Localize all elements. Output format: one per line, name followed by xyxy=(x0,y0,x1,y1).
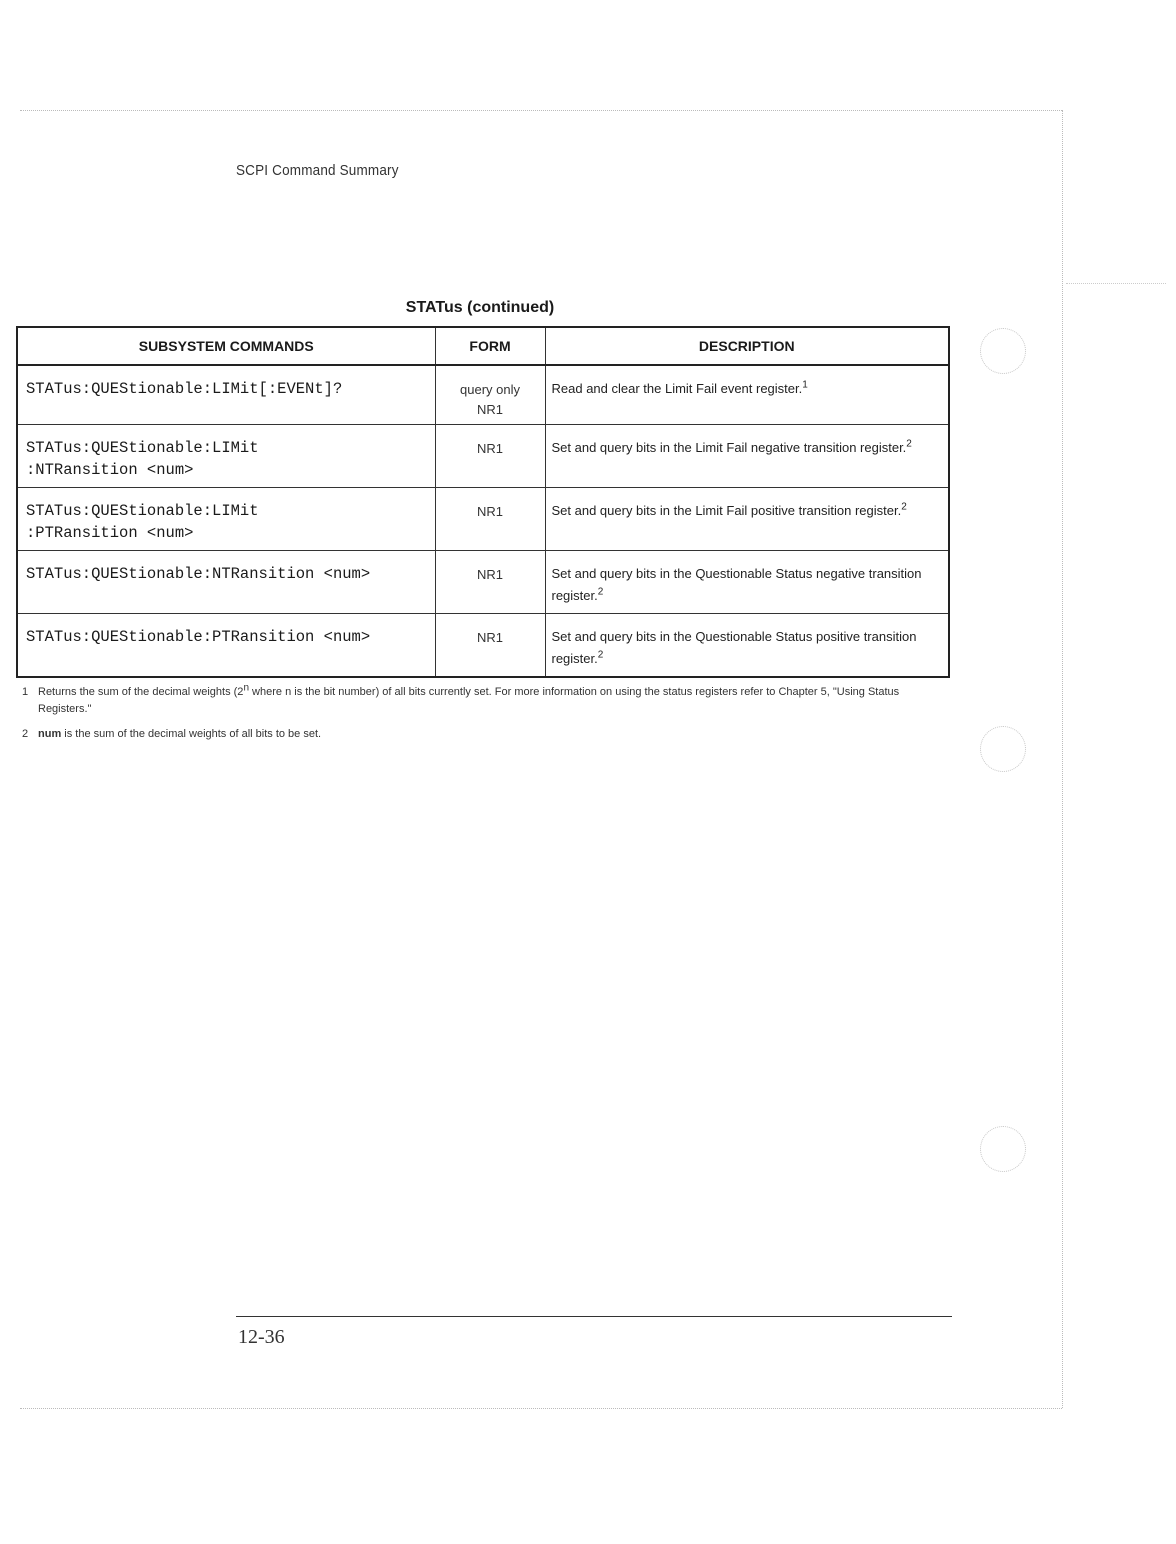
punch-hole xyxy=(980,726,1026,772)
command-cell xyxy=(17,488,435,551)
form-text: NR1 xyxy=(476,567,503,582)
footnote-text xyxy=(38,684,952,718)
footnote-number: 2 xyxy=(22,728,29,740)
footnote-number: 1 xyxy=(22,686,29,698)
footnote-text-part: where n is the bit number) of all bits currently set. For more information on using the status registers refer to Chapter 5, "Using Status Registers." xyxy=(38,686,900,715)
footer-rule xyxy=(236,1316,952,1317)
footnotes xyxy=(22,684,952,751)
description-cell xyxy=(545,365,949,425)
command-cell xyxy=(17,365,435,425)
table-row xyxy=(17,365,949,425)
table-title: STATus (continued) xyxy=(405,299,555,316)
command-cell xyxy=(17,614,435,678)
description-cell xyxy=(545,488,949,551)
description-text: Set and query bits in the Limit Fail positive transition register. xyxy=(551,503,902,518)
command-text: STATus:QUEStionable:LIMit xyxy=(26,439,259,457)
command-cell xyxy=(17,425,435,488)
column-header-form: FORM xyxy=(435,327,545,365)
description-cell xyxy=(545,614,949,678)
footnote-ref: 1 xyxy=(802,379,808,391)
description-text: Read and clear the Limit Fail event register. xyxy=(551,381,803,396)
footnote-keyword: num xyxy=(38,728,62,740)
form-cell xyxy=(435,551,545,614)
running-header: SCPI Command Summary xyxy=(236,162,399,179)
scan-border-top xyxy=(20,110,1062,111)
form-text: query only xyxy=(460,382,520,397)
footnote-text-part: is the sum of the decimal weights of all bits to be set. xyxy=(61,728,322,740)
description-cell xyxy=(545,425,949,488)
command-cell xyxy=(17,551,435,614)
footnote-1 xyxy=(22,684,952,718)
description-text: Set and query bits in the Questionable Status positive transition register. xyxy=(551,629,917,666)
form-text: NR1 xyxy=(476,504,503,519)
command-text: :NTRansition <num> xyxy=(26,461,194,479)
command-text: STATus:QUEStionable:PTRansition <num> xyxy=(26,628,371,646)
punch-hole xyxy=(980,328,1026,374)
description-text: Set and query bits in the Questionable Status negative transition register. xyxy=(551,566,922,603)
footnote-ref: 2 xyxy=(597,649,604,661)
form-cell xyxy=(435,614,545,678)
table-row xyxy=(17,614,949,678)
command-text: :PTRansition <num> xyxy=(26,524,194,542)
command-text: STATus:QUEStionable:NTRansition <num> xyxy=(26,565,371,583)
footnote-ref: 2 xyxy=(906,438,912,450)
form-text: NR1 xyxy=(476,441,503,456)
command-text: STATus:QUEStionable:LIMit xyxy=(26,502,259,520)
form-cell xyxy=(435,425,545,488)
footnote-text xyxy=(38,726,952,743)
footnote-2 xyxy=(22,726,952,743)
page-number: 12-36 xyxy=(238,1326,285,1348)
form-cell xyxy=(435,488,545,551)
command-table xyxy=(16,326,950,678)
scan-side-line xyxy=(1066,283,1166,284)
table-row xyxy=(17,551,949,614)
command-text: STATus:QUEStionable:LIMit[:EVENt]? xyxy=(26,380,343,398)
table-body xyxy=(17,365,949,677)
description-text: Set and query bits in the Limit Fail negative transition register. xyxy=(551,440,907,455)
footnote-ref: 2 xyxy=(597,586,604,598)
column-header-commands: SUBSYSTEM COMMANDS xyxy=(17,327,435,365)
scan-border-right xyxy=(1062,110,1063,1408)
form-text: NR1 xyxy=(476,402,503,417)
column-header-description: DESCRIPTION xyxy=(545,327,949,365)
punch-hole xyxy=(980,1126,1026,1172)
table-header-row xyxy=(17,327,949,365)
footnote-ref: 2 xyxy=(901,501,907,513)
scan-border-bottom xyxy=(20,1408,1062,1409)
footnote-superscript: n xyxy=(243,682,249,694)
table-row xyxy=(17,425,949,488)
description-cell xyxy=(545,551,949,614)
form-cell xyxy=(435,365,545,425)
footnote-text-part: Returns the sum of the decimal weights (2 xyxy=(38,686,244,698)
form-text: NR1 xyxy=(476,630,503,645)
table-row xyxy=(17,488,949,551)
